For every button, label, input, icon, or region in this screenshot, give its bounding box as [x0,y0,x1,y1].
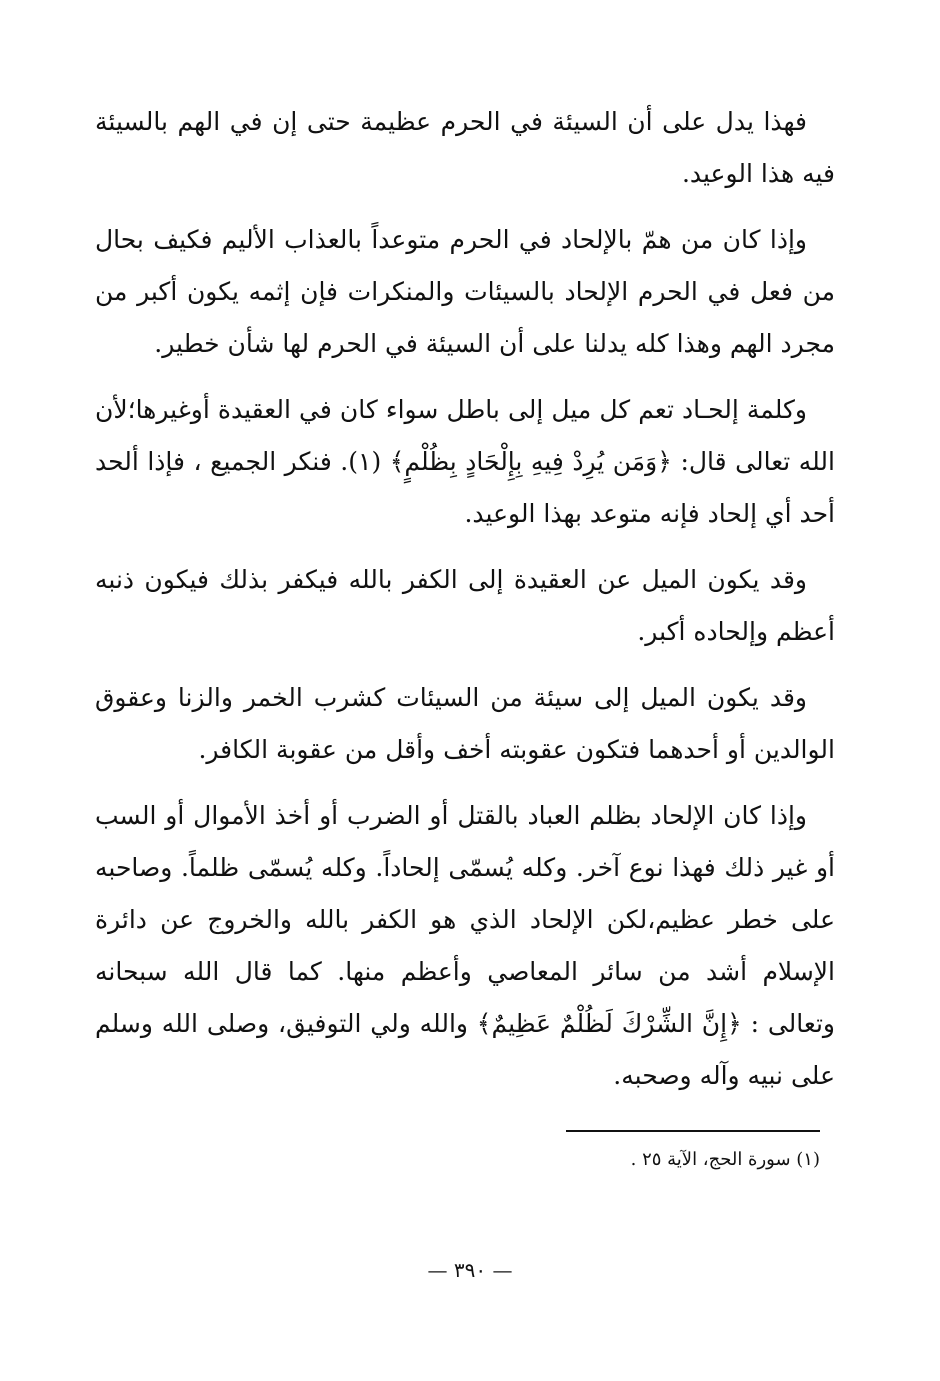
paragraph-1: فهذا يدل على أن السيئة في الحرم عظيمة حتى إن في الهم بالسيئة فيه هذا الوعيد. [95,107,835,188]
page-number: — ٣٩٠ — [427,1258,513,1282]
paragraph-3: وكلمة إلحـاد تعم كل ميل إلى باطل سواء كان في العقيدة أوغيرها؛لأن الله تعالى قال: ﴿وَمَن يُرِدْ فِيهِ بِإِلْحَادٍ بِظُلْمٍ﴾ (١). فنكر الجميع ، فإذا ألحد أحد أي إلحاد فإنه متوعد بهذا الوعيد. [95,395,835,528]
main-text [95,96,835,1116]
paragraph-4: وقد يكون الميل عن العقيدة إلى الكفر بالله فيكفر بذلك فيكون ذنبه أعظم وإلحاده أكبر. [95,565,835,646]
paragraph-2: وإذا كان من همّ بالإلحاد في الحرم متوعداً بالعذاب الأليم فكيف بحال من فعل في الحرم الإلحاد بالسيئات والمنكرات فإن إثمه يكون أكبر من مجرد الهم وهذا كله يدلنا على أن السيئة في الحرم لها شأن خطير. [95,225,835,358]
paragraph-5: وقد يكون الميل إلى سيئة من السيئات كشرب الخمر والزنا وعقوق الوالدين أو أحدهما فتكون عقوبته أخف وأقل من عقوبة الكافر. [95,683,835,764]
paragraph-6: وإذا كان الإلحاد بظلم العباد بالقتل أو الضرب أو أخذ الأموال أو السب أو غير ذلك فهذا نوع آخر. وكله يُسمّى إلحاداً. وكله يُسمّى ظلماً. وصاحبه على خطر عظيم،لكن الإلحاد الذي هو الكفر بالله والخروج عن دائرة الإسلام أشد من سائر المعاصي وأعظم منها. كما قال الله سبحانه وتعالى : ﴿إِنَّ الشِّرْكَ لَظُلْمٌ عَظِيمٌ﴾ والله ولي التوفيق، وصلى الله وسلم على نبيه وآله وصحبه. [95,801,835,1090]
footnote: (١) سورة الحج، الآية ٢٥ . [630,1149,820,1170]
footnote-divider [566,1130,820,1132]
